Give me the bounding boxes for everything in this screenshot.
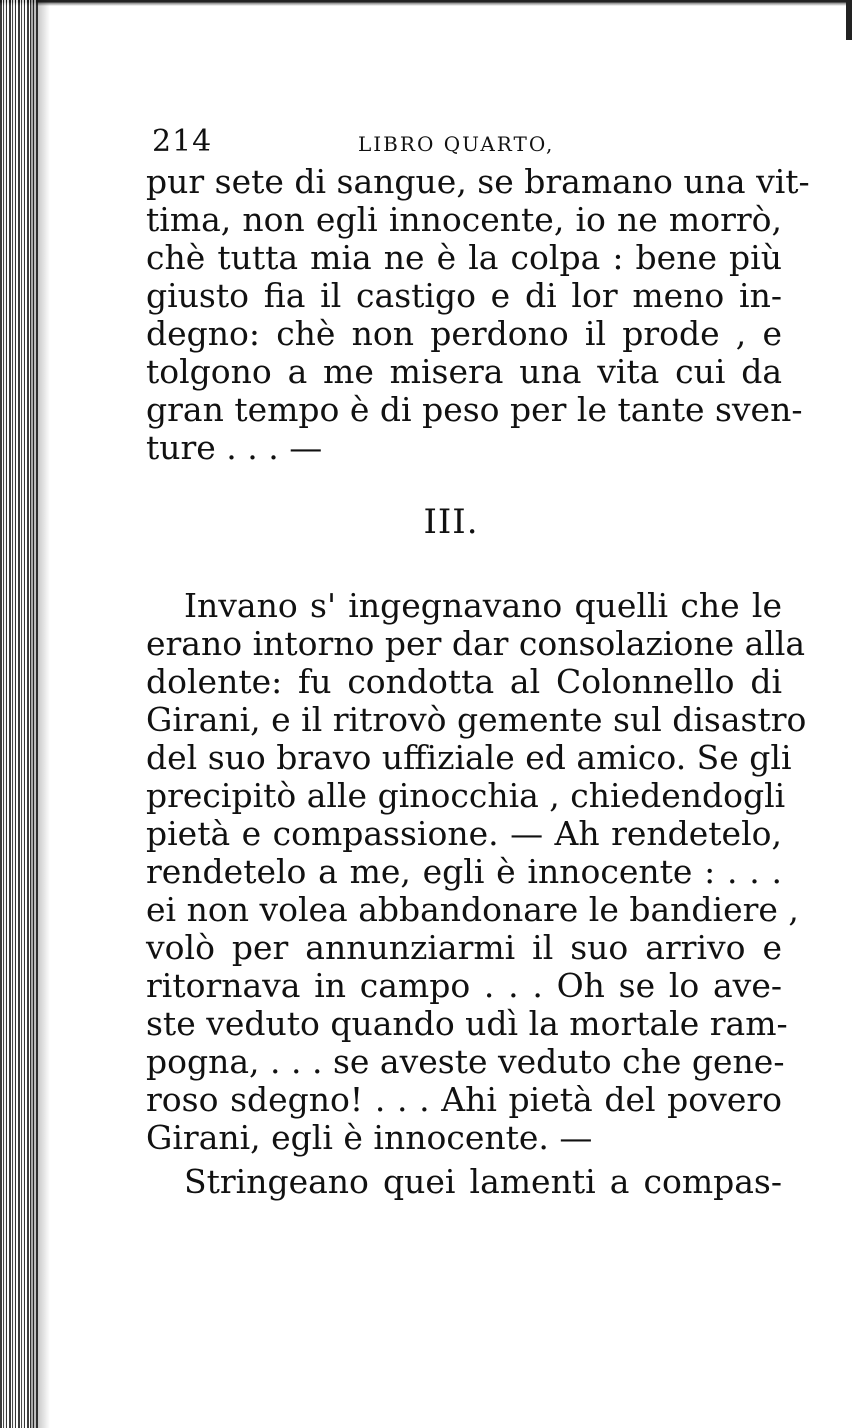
text-line: Invano s' ingegnavano quelli che le (184, 586, 782, 625)
section-heading (0, 500, 852, 544)
text-line: dolente: fu condotta al Colonnello di (146, 662, 782, 701)
section-heading-text: III. (423, 502, 479, 542)
text-line: ritornava in campo . . . Oh se lo ave- (146, 966, 782, 1005)
page-number: 214 (152, 124, 213, 159)
text-line: chè tutta mia ne è la colpa : bene più (146, 238, 782, 277)
text-line: precipitò alle ginocchia , chiedendogli (146, 776, 786, 815)
scan-right-edge (846, 0, 852, 40)
text-line: pogna, . . . se aveste veduto che gene- (146, 1042, 785, 1081)
text-line: volò per annunziarmi il suo arrivo e (146, 928, 782, 967)
text-line: ture . . . — (146, 428, 323, 467)
text-line: giusto fia il castigo e di lor meno in- (146, 276, 782, 315)
text-line: Girani, e il ritrovò gemente sul disastro (146, 700, 807, 739)
text-line: gran tempo è di peso per le tante sven- (146, 390, 803, 429)
running-title: LIBRO QUARTO, (358, 132, 555, 156)
text-line: tolgono a me misera una vita cui da (146, 352, 782, 391)
text-line: del suo bravo uffiziale ed amico. Se gli (146, 738, 792, 777)
text-line: tima, non egli innocente, io ne morrò, (146, 200, 782, 239)
scan-top-edge (0, 0, 852, 6)
running-head (152, 124, 652, 164)
text-line: rendetelo a me, egli è innocente : . . . (146, 852, 782, 891)
text-line: pur sete di sangue, se bramano una vit- (146, 162, 810, 201)
text-line: ei non volea abbandonare le bandiere , (146, 890, 799, 929)
text-line: ste veduto quando udì la mortale ram- (146, 1004, 788, 1043)
text-line: Stringeano quei lamenti a compas- (184, 1162, 782, 1201)
binding-shadow (30, 0, 50, 1428)
text-line: pietà e compassione. — Ah rendetelo, (146, 814, 782, 853)
text-line: Girani, egli è innocente. — (146, 1118, 593, 1157)
text-line: roso sdegno! . . . Ahi pietà del povero (146, 1080, 782, 1119)
text-line: degno: chè non perdono il prode , e (146, 314, 782, 353)
text-line: erano intorno per dar consolazione alla (146, 624, 806, 663)
